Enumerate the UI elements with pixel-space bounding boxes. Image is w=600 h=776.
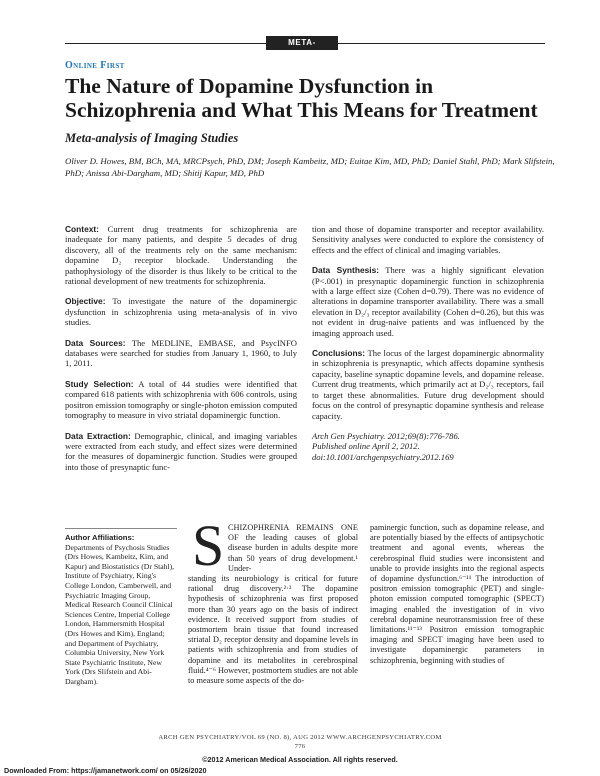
- author-affiliations: [65, 533, 177, 687]
- study-selection-text: A total of 44 studies were identified that compared 618 patients with schizophrenia with 606 controls, using positron emission tomography or single-photon emission computed tomography to measure in vivo striatal dopaminergic function.: [65, 378, 298, 421]
- objective-text: To investigate the nature of the dopaminergic dysfunction in schizophrenia using meta-analysis of in vivo studies.: [65, 296, 297, 328]
- abstract-continuation: tion and those of dopamine transporter and receptor availability. Sensitivity analyses were conducted to explore the consistency of effects and the effect of clinical and imaging variables.: [312, 224, 544, 255]
- context-label: Context:: [65, 224, 99, 234]
- download-notice: Downloaded From: https://jamanetwork.com/ on 05/26/2020: [4, 766, 207, 775]
- article-title: The Nature of Dopamine Dysfunction in Schizophrenia and What This Means for Treatment: [65, 74, 538, 122]
- running-footer: ARCH GEN PSYCHIATRY/VOL 69 (NO. 8), AUG 2012 WWW.ARCHGENPSYCHIATRY.COM: [158, 734, 442, 741]
- data-extraction-label: Data Extraction:: [65, 430, 131, 441]
- data-extraction-text: Demographic, clinical, and imaging variables were extracted from each study, and effect sizes were determined for the measures of dopaminergic function. Studies were grouped into those of presynaptic func-: [65, 430, 297, 472]
- affiliations-text: Departments of Psychosis Studies (Drs Howes, Kambeitz, Kim, and Kapur) and Biostatistics (Dr Stahl), Institute of Psychiatry, King's College London, Camberwell, and Psychiatric Imaging Group, Medical Research Council Clinical Sciences Centre, Imperial College London, Hammersmith Hospital (Drs Howes and Kim), England; and Department of Psychiatry, Columbia University, New York State Psychiatric Institute, New York (Drs Slifstein and Abi-Dargham).: [65, 542, 175, 686]
- conclusions-text: The locus of the largest dopaminergic abnormality in schizophrenia is presynaptic, which affects dopamine synthesis capacity, baseline synaptic dopamine levels, and dopamine release. Current drug treatments, which primarily act at D₂/₃ receptors, fail to target these abnormalities. Future drug development should focus on the control of presynaptic dopamine synthesis and release capacity.: [312, 348, 544, 421]
- body-column-1: [188, 523, 358, 686]
- affiliations-heading: Author Affiliations:: [65, 533, 135, 542]
- conclusions-label: Conclusions:: [312, 348, 366, 359]
- body-column-2: paminergic function, such as dopamine release, and are potentially biased by the effects of antipsychotic treatment and agonal events, whereas the cerebrospinal fluid studies were inconsistent and unable to provide insights into the regional aspects of dopamine dysfunction.⁶⁻¹¹ The introduction of positron emission tomographic (PET) and single-photon emission computed tomographic (SPECT) imaging enabled the investigation of in vivo cerebral dopamine neurotransmission free of these limitations.¹¹⁻¹³ Positron emission tomographic imaging and SPECT imaging have been used to investigate dopaminergic parameters in schizophrenia, beginning with studies of: [370, 523, 544, 665]
- copyright-notice: ©2012 American Medical Association. All rights reserved.: [202, 755, 398, 764]
- abstract-right-column: [312, 224, 544, 462]
- article-subtitle: Meta-analysis of Imaging Studies: [65, 131, 239, 145]
- data-synthesis-text: There was a highly significant elevation (P<.001) in presynaptic dopaminergic function in schizophrenia with a large effect size (Cohen d=0.79). There was no evidence of alterations in dopamine transporter availability. There was a small elevation in D₂/₃ receptor availability (Cohen d=0.26), but this was not evident in drug-naive patients and was influenced by the imaging approach used.: [312, 265, 544, 338]
- section-tag: META-ANALYSIS: [266, 36, 338, 50]
- affiliations-rule: [65, 528, 177, 529]
- data-sources-label: Data Sources:: [65, 337, 126, 348]
- online-first-label: Online First: [65, 60, 125, 71]
- author-list: Oliver D. Howes, BM, BCh, MA, MRCPsych, PhD, DM; Joseph Kambeitz, MD; Euitae Kim, MD, PhD; Daniel Stahl, PhD; Mark Slifstein, PhD; Anissa Abi-Dargham, MD; Shitij Kapur, MD, PhD: [65, 156, 555, 178]
- citation: Arch Gen Psychiatry. 2012;69(8):776-786.: [312, 430, 460, 441]
- body-column-1-text: standing its neurobiology is critical for future rational drug discovery.²·³ The dopamine hypothesis of schizophrenia was first proposed more than 30 years ago on the basis of indirect evidence. It received support from studies of postmortem brain tissue that found increased striatal D₂ receptor density and dopamine levels in patients with schizophrenia and from studies of dopamine and its metabolites in cerebrospinal fluid.⁴⁻⁶ However, postmortem studies are not able to measure some aspects of the do-: [188, 574, 358, 686]
- study-selection-label: Study Selection:: [65, 378, 134, 389]
- published-online: Published online April 2, 2012.: [312, 441, 420, 452]
- data-sources-text: The MEDLINE, EMBASE, and PsycINFO databases were searched for studies from January 1, 1960, to July 1, 2011.: [65, 337, 297, 369]
- body-lead: CHIZOPHRENIA REMAINS ONE OF the leading causes of global disease burden in adults despite more than 50 years of drug development.¹ Under-: [228, 523, 358, 573]
- doi: doi:10.1001/archgenpsychiatry.2012.169: [312, 451, 454, 462]
- objective-label: Objective:: [65, 296, 106, 307]
- data-synthesis-label: Data Synthesis:: [312, 265, 380, 276]
- drop-cap: S: [192, 513, 225, 578]
- page-number: 776: [294, 743, 306, 750]
- context-text: Current drug treatments for schizophrenia are inadequate for many patients, and despite 5 decades of drug discovery, all of the treatments rely on the same mechanism: dopamine D₂ receptor blockade. Understanding the pathophysiology of the disorder is thus likely to be critical to the rational development of new treatments for schizophrenia.: [65, 224, 297, 287]
- abstract-left-column: [65, 224, 297, 482]
